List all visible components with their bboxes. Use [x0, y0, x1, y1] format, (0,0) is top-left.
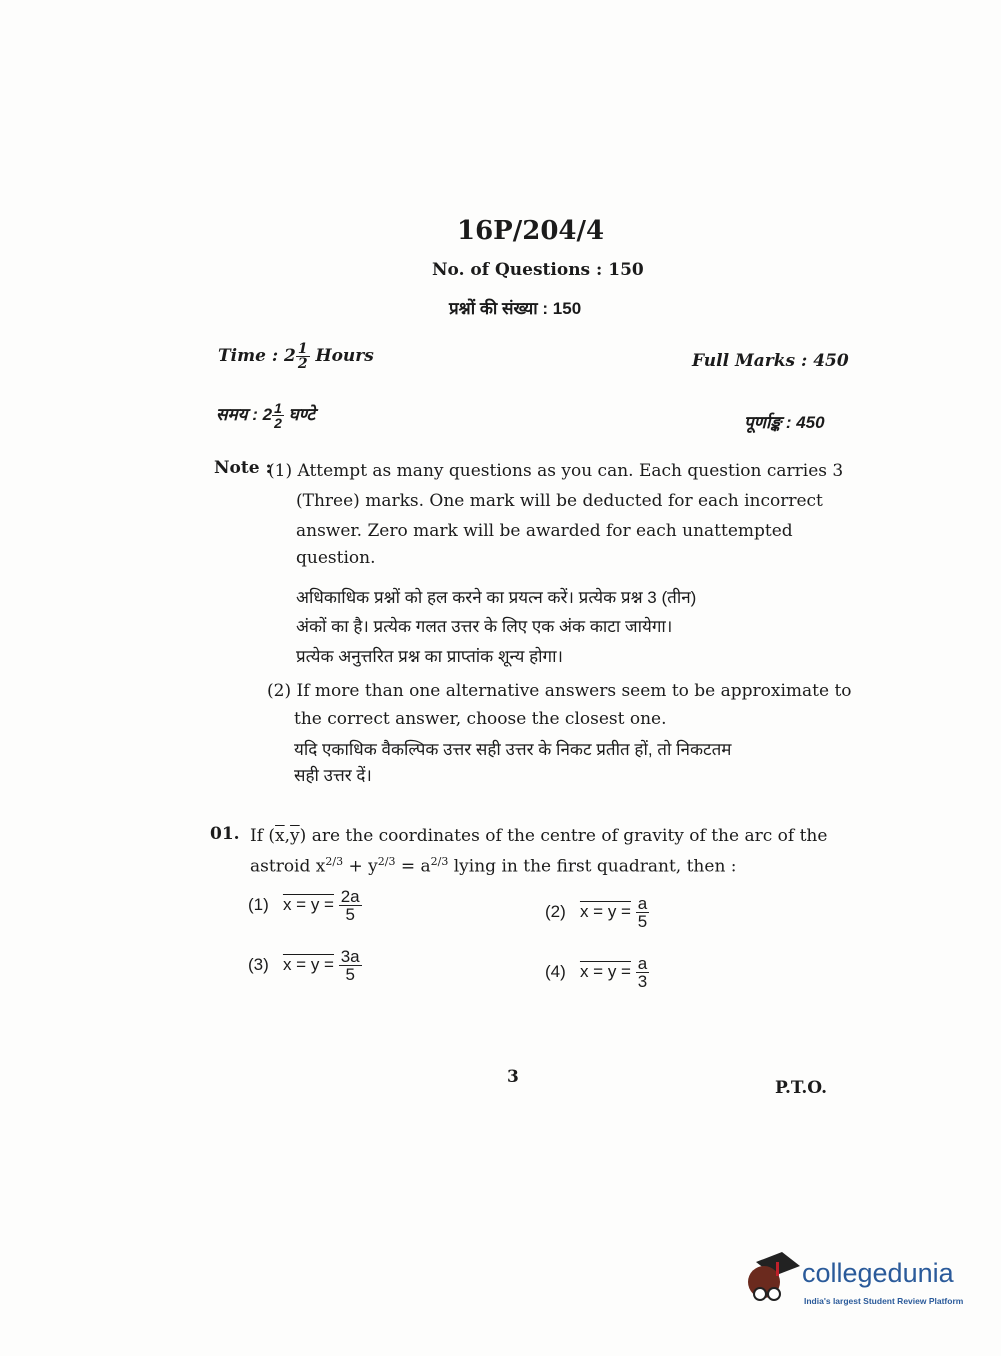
full-marks-hi: पूर्णाङ्क : 450	[744, 413, 825, 432]
frac-num: 1	[297, 341, 308, 357]
frac-den: 2	[274, 415, 282, 431]
brand-tagline: India's largest Student Review Platform	[804, 1296, 964, 1306]
option-label: (2)	[545, 901, 566, 921]
option-expr: x = y =	[579, 961, 631, 981]
option-label: (4)	[545, 961, 566, 981]
question-count-hi: प्रश्नों की संख्या : 150	[449, 299, 582, 318]
option-2[interactable]	[545, 895, 649, 930]
q-comma: ,	[284, 826, 291, 846]
paper-code: 16P/204/4	[457, 216, 605, 246]
x-bar: $\overline{x}$	[275, 826, 285, 846]
note-2-line: (2) If more than one alternative answers seem to be approximate to	[267, 681, 852, 701]
time-label: Time : 2	[218, 346, 296, 366]
time-unit: Hours	[315, 346, 374, 366]
option-expr: x = y =	[579, 901, 631, 921]
note-label: Note :	[214, 458, 272, 478]
option-3[interactable]	[248, 948, 362, 983]
option-expr: x = y =	[282, 954, 334, 974]
note-1-hi-line: प्रत्येक अनुत्तरित प्रश्न का प्राप्तांक शून्य होगा।	[296, 647, 563, 666]
frac-num: 1	[274, 400, 282, 416]
note-1-line: (Three) marks. One mark will be deducted for each incorrect	[296, 491, 823, 511]
note-2-line: the correct answer, choose the closest one.	[294, 709, 667, 729]
time-hi	[216, 401, 315, 430]
time-fraction	[296, 342, 310, 371]
q-text: lying in the first quadrant, then :	[448, 856, 737, 877]
time-unit-hi: घण्टे	[288, 404, 316, 424]
note-1-hi-line: अधिकाधिक प्रश्नों को हल करने का प्रयत्न करें। प्रत्येक प्रश्न 3 (तीन)	[296, 588, 697, 607]
option-fraction	[636, 955, 649, 990]
exp: 2/3	[430, 855, 449, 868]
q-text: = a	[395, 856, 431, 877]
option-fraction	[339, 888, 362, 923]
y-bar: $\overline{y}$	[290, 826, 300, 846]
note-1-line: question.	[296, 548, 376, 568]
question-count-en: No. of Questions : 150	[432, 260, 644, 280]
option-label: (3)	[248, 954, 269, 974]
q-text: If (	[250, 826, 276, 846]
time-label-hi: समय : 2	[216, 404, 273, 424]
q-text: + y	[343, 856, 378, 877]
mascot-icon	[742, 1250, 802, 1310]
frac-den: 5	[345, 965, 355, 984]
note-1-hi-line: अंकों का है। प्रत्येक गलत उत्तर के लिए एक अंक काटा जायेगा।	[296, 617, 673, 636]
option-1[interactable]	[248, 888, 362, 923]
frac-den: 5	[637, 912, 648, 931]
question-number: 01.	[210, 824, 240, 844]
frac-num: 3a	[340, 947, 360, 966]
collegedunia-logo	[742, 1250, 964, 1314]
frac-num: 2a	[340, 887, 360, 906]
exp: 2/3	[325, 855, 344, 868]
note-1-line: (1) Attempt as many questions as you can. Each question carries 3	[268, 461, 844, 481]
frac-den: 2	[297, 356, 308, 372]
note-1-line: answer. Zero mark will be awarded for each unattempted	[296, 521, 793, 541]
exp: 2/3	[377, 855, 396, 868]
time-fraction-hi	[272, 401, 284, 430]
frac-num: a	[637, 894, 648, 913]
full-marks-en: Full Marks : 450	[692, 351, 849, 371]
frac-den: 5	[345, 905, 355, 924]
option-expr: x = y =	[282, 894, 334, 914]
q-text: ) are the coordinates of the centre of gravity of the arc of the	[299, 826, 828, 846]
note-2-hi-line: यदि एकाधिक वैकल्पिक उत्तर सही उत्तर के निकट प्रतीत हों, तो निकटतम	[294, 740, 732, 759]
time-en	[218, 342, 374, 371]
page-number: 3	[507, 1067, 519, 1087]
note-2-hi-line: सही उत्तर दें।	[294, 766, 372, 785]
frac-num: a	[637, 954, 648, 973]
question-line-2	[250, 855, 737, 877]
frac-den: 3	[637, 972, 648, 991]
option-4[interactable]	[545, 955, 649, 990]
pto-label: P.T.O.	[775, 1078, 827, 1098]
brand-name: collegedunia	[802, 1258, 954, 1288]
option-fraction	[636, 895, 649, 930]
question-line-1	[250, 826, 827, 846]
option-label: (1)	[248, 894, 269, 914]
option-fraction	[339, 948, 362, 983]
q-text: astroid x	[250, 856, 326, 877]
